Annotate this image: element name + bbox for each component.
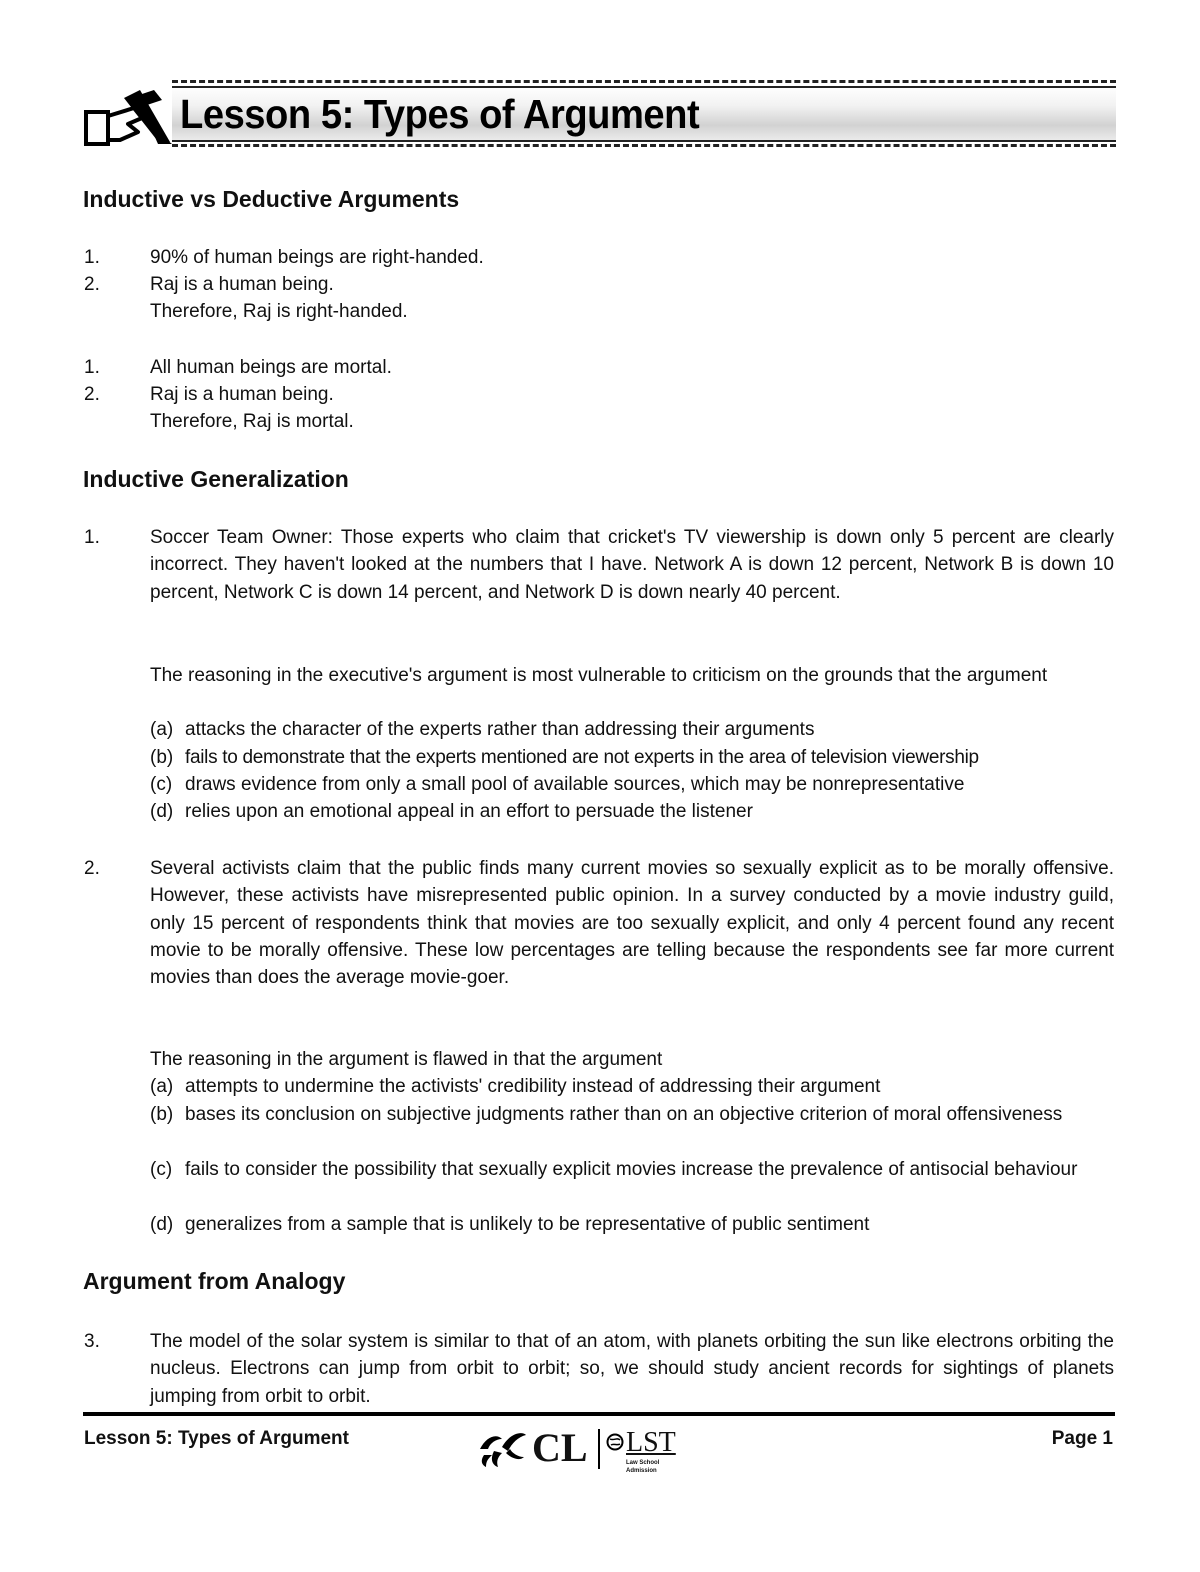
section-heading-inductive-deductive: Inductive vs Deductive Arguments (83, 186, 460, 212)
answer-option[interactable] (150, 744, 1114, 771)
option-label: (b) (150, 1104, 174, 1125)
question-passage: Several activists claim that the public finds many current movies so sexually explicit as to be morally offensive. However, these activists have misrepresented public opinion. In a survey conducted by a movie industry guild, only 15 percent of respondents think that movies are too sexually explicit, and only 4 percent found any recent movie to be morally offensive. These low percentages are telling because the respondents see far more current movies than does the average movie-goer. (150, 858, 1114, 989)
option-text: relies upon an emotional appeal in an effort to persuade the listener (185, 801, 753, 822)
premise-text: 90% of human beings are right-handed. (150, 247, 484, 268)
question-passage: The model of the solar system is similar to that of an atom, with planets orbiting the sun like electrons orbiting the nucleus. Electrons can jump from orbit to orbit; so, we should study ancient records for sightings of planets jumping from orbit to orbit. (150, 1331, 1114, 1407)
logo-tagline: Law School Admission (626, 1460, 660, 1474)
premise-text: Raj is a human being. (150, 384, 334, 405)
option-label: (c) (150, 774, 173, 795)
premise-text: All human beings are mortal. (150, 357, 392, 378)
question-passage: Soccer Team Owner: Those experts who claim that cricket's TV viewership is down only 5 percent are clearly incorrect. They haven't looked at the numbers that I have. Network A is down 12 percent, Network B is down 10 percent, Network C is down 14 percent, and Network D is down nearly 40 percent. (150, 527, 1114, 603)
option-text: bases its conclusion on subjective judgments rather than on an objective criterion of moral offensiveness (185, 1104, 1063, 1125)
question-number: 3. (84, 1331, 100, 1352)
answer-option[interactable] (150, 1101, 1114, 1128)
logo-separator (598, 1429, 600, 1469)
question-number: 1. (84, 527, 100, 548)
globe-icon (606, 1433, 624, 1451)
footer-rule (83, 1412, 1115, 1416)
answer-option[interactable] (150, 1073, 1114, 1100)
section-heading-inductive-generalization: Inductive Generalization (83, 466, 349, 492)
premise-number: 2. (84, 274, 100, 295)
question-stem: The reasoning in the executive's argument is most vulnerable to criticism on the grounds that the argument (150, 665, 1048, 686)
footer-lesson-title: Lesson 5: Types of Argument (84, 1428, 349, 1449)
premise-text: Raj is a human being. (150, 274, 334, 295)
answer-option[interactable] (150, 798, 1114, 825)
option-text: attempts to undermine the activists' credibility instead of addressing their argument (185, 1076, 881, 1097)
page-title: Lesson 5: Types of Argument (180, 91, 700, 137)
logo-lst-text: LST (626, 1427, 676, 1458)
section-heading-analogy: Argument from Analogy (83, 1268, 346, 1294)
premise-number: 2. (84, 384, 100, 405)
option-text: fails to demonstrate that the experts mentioned are not experts in the area of television viewership (185, 747, 979, 768)
conclusion-text: Therefore, Raj is right-handed. (150, 301, 408, 322)
option-text: fails to consider the possibility that sexually explicit movies increase the prevalence of antisocial behaviour (185, 1159, 1078, 1180)
swirl-icon (476, 1429, 528, 1469)
option-text: attacks the character of the experts rather than addressing their arguments (185, 719, 815, 740)
answer-option[interactable] (150, 716, 1114, 743)
option-label: (b) (150, 747, 174, 768)
answer-option[interactable] (150, 1211, 1114, 1238)
option-label: (c) (150, 1159, 173, 1180)
answer-option[interactable] (150, 771, 1114, 798)
question-stem: The reasoning in the argument is flawed in that the argument (150, 1049, 663, 1070)
option-label: (d) (150, 801, 174, 822)
option-text: draws evidence from only a small pool of available sources, which may be nonrepresentative (185, 774, 965, 795)
logo-cl-text: CL (532, 1425, 588, 1470)
option-label: (d) (150, 1214, 174, 1235)
option-label: (a) (150, 719, 174, 740)
banner-bottom-dashed-rule (172, 144, 1116, 147)
publisher-logo (476, 1425, 690, 1475)
question-number: 2. (84, 858, 100, 879)
conclusion-text: Therefore, Raj is mortal. (150, 411, 354, 432)
answer-option[interactable] (150, 1156, 1114, 1183)
page-number: Page 1 (1051, 1428, 1113, 1449)
banner-top-dashed-rule (172, 80, 1116, 83)
premise-number: 1. (84, 247, 100, 268)
writing-hand-icon (80, 82, 176, 148)
lesson-banner (80, 78, 1116, 148)
premise-number: 1. (84, 357, 100, 378)
option-label: (a) (150, 1076, 174, 1097)
option-text: generalizes from a sample that is unlikely to be representative of public sentiment (185, 1214, 870, 1235)
